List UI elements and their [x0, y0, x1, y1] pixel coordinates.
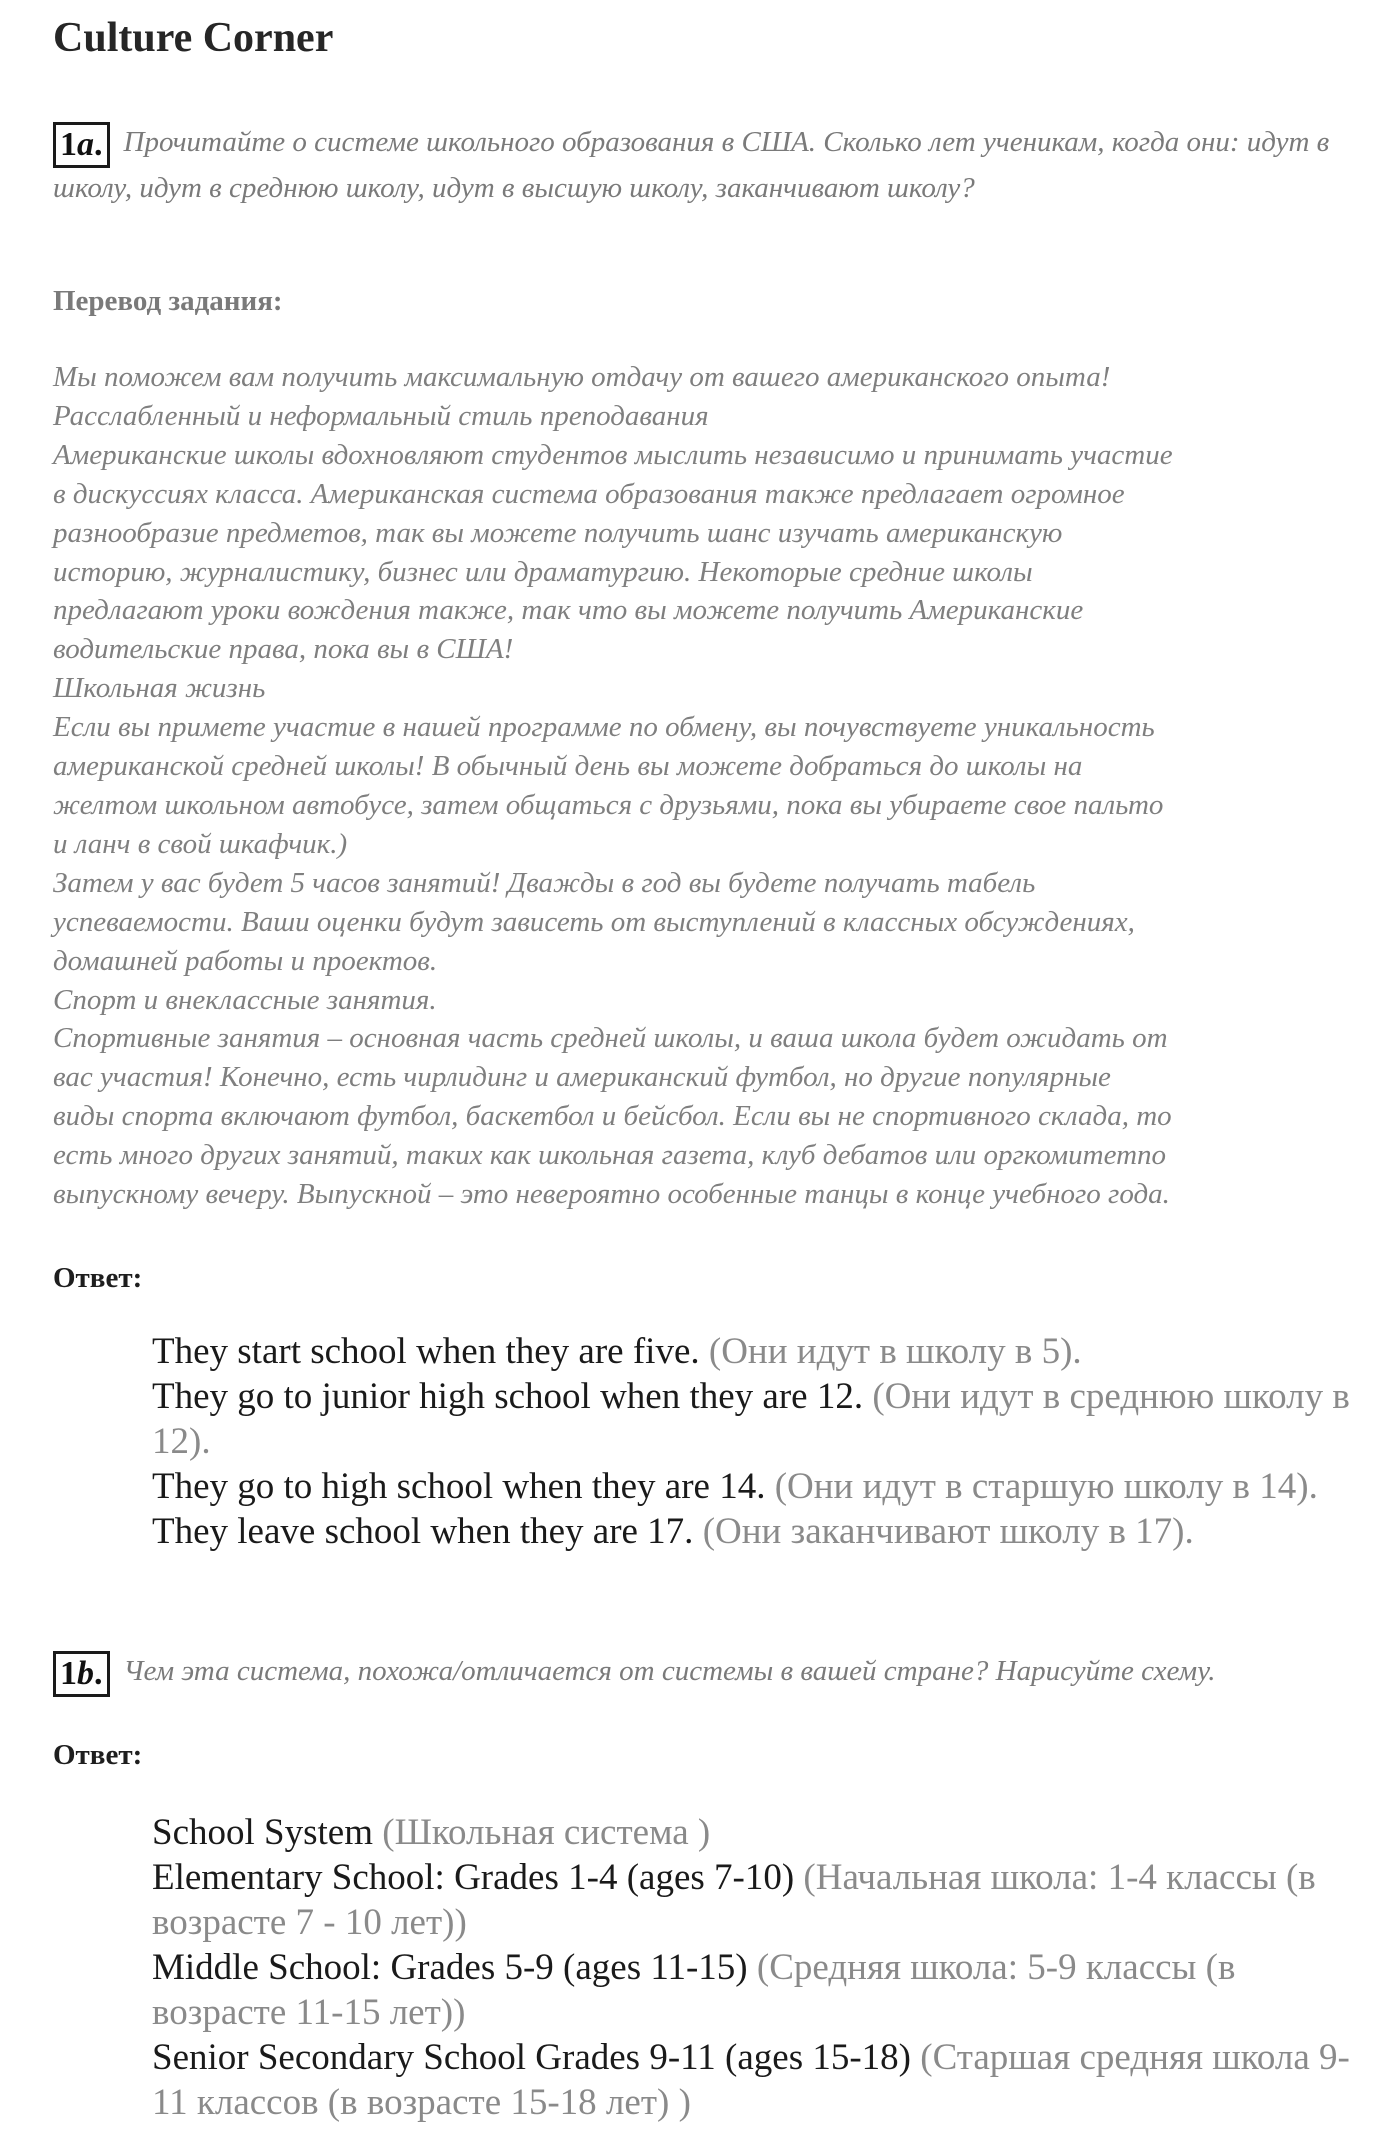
translation-line: Спорт и внеклассные занятия. [53, 983, 437, 1016]
translation-line: есть много других занятий, таких как школьная газета, клуб дебатов или оргкомитетпо [53, 1139, 1167, 1172]
answers-1a [152, 1329, 1372, 1554]
answer-russian: (Они идут в старшую школу в 14). [765, 1466, 1318, 1507]
task-1b-prompt: Чем эта система, похожа/отличается от системы в вашей стране? Нарисуйте схему. [123, 1655, 1216, 1687]
translation-text [53, 358, 1373, 1214]
translation-line: Школьная жизнь [53, 672, 266, 705]
answer-item [152, 1945, 1372, 2035]
answer-item [152, 1810, 1372, 1855]
answer-label-1a: Ответ: [53, 1262, 143, 1294]
translation-line: Расслабленный и неформальный стиль преподавания [53, 399, 709, 432]
answers-1b [152, 1810, 1372, 2125]
task-1a-prompt: Прочитайте о системе школьного образования в США. Сколько лет ученикам, когда они: идут в школу, идут в среднюю школу, идут в высшую школу, заканчивают школу? [53, 126, 1330, 204]
answer-english: They start school when they are five. [152, 1331, 700, 1372]
translation-line: виды спорта включают футбол, баскетбол и бейсбол. Если вы не спортивного склада, то [53, 1100, 1172, 1133]
answer-item [152, 1374, 1372, 1464]
answer-item [152, 1855, 1372, 1945]
translation-line: вас участия! Конечно, есть чирлидинг и американский футбол, но другие популярные [53, 1061, 1111, 1094]
answer-english: Middle School: Grades 5-9 (ages 11-15) [152, 1947, 748, 1988]
translation-line: в дискуссиях класса. Американская система образования также предлагает огромное [53, 477, 1125, 510]
translation-line: Если вы примете участие в нашей программе по обмену, вы почувствуете уникальность [53, 711, 1155, 744]
answer-english: They go to high school when they are 14. [152, 1466, 766, 1507]
task-1b-badge-letter: b [77, 1655, 94, 1692]
answer-russian: (Старшая средняя школа 9-11 классов (в возрасте 15-18 лет) ) [152, 2037, 1350, 2123]
answer-english: They go to junior high school when they are 12. [152, 1376, 864, 1417]
answer-english: School System [152, 1812, 373, 1853]
task-1a-badge-dot: . [94, 126, 103, 163]
answer-russian: (Средняя школа: 5-9 классы (в возрасте 11-15 лет)) [152, 1947, 1236, 2033]
translation-line: американской средней школы! В обычный день вы можете добраться до школы на [53, 750, 1083, 783]
answer-russian: (Они заканчивают школу в 17). [693, 1511, 1194, 1552]
task-1b-badge-number: 1 [60, 1655, 77, 1692]
translation-line: Затем у вас будет 5 часов занятий! Дважды в год вы будете получать табель [53, 866, 1036, 899]
task-1a-badge-number: 1 [60, 126, 77, 163]
translation-heading: Перевод задания: [53, 285, 283, 317]
task-1b-badge [53, 1651, 110, 1697]
translation-line: Мы поможем вам получить максимальную отдачу от вашего американского опыта! [53, 361, 1111, 393]
translation-line: водительские права, пока вы в США! [53, 633, 514, 666]
translation-line: домашней работы и проектов. [53, 944, 438, 977]
task-1a-badge [53, 122, 110, 168]
translation-line: успеваемости. Ваши оценки будут зависеть от выступлений в классных обсуждениях, [53, 905, 1135, 938]
task-1a-badge-letter: a [77, 126, 94, 163]
answer-item [152, 1509, 1372, 1554]
translation-line: Спортивные занятия – основная часть средней школы, и ваша школа будет ожидать от [53, 1022, 1168, 1055]
task-1a [53, 122, 1353, 208]
answer-item [152, 1464, 1372, 1509]
translation-line: разнообразие предметов, так вы можете получить шанс изучать американскую [53, 516, 1063, 549]
answer-english: They leave school when they are 17. [152, 1511, 694, 1552]
translation-line: Американские школы вдохновляют студентов мыслить независимо и принимать участие [53, 438, 1173, 471]
answer-item [152, 2035, 1372, 2125]
page-title: Culture Corner [53, 15, 334, 61]
translation-line: историю, журналистику, бизнес или драматургию. Некоторые средние школы [53, 555, 1033, 588]
task-1b-badge-dot: . [94, 1655, 103, 1692]
answer-russian: (Начальная школа: 1-4 классы (в возрасте 7 - 10 лет)) [152, 1857, 1316, 1943]
answer-english: Senior Secondary School Grades 9-11 (ages 15-18) [152, 2037, 911, 2078]
answer-english: Elementary School: Grades 1-4 (ages 7-10) [152, 1857, 795, 1898]
answer-russian: (Школьная система ) [373, 1812, 711, 1853]
task-1b [53, 1651, 1353, 1697]
answer-item [152, 1329, 1372, 1374]
answer-russian: (Они идут в школу в 5). [699, 1331, 1082, 1372]
translation-line: предлагают уроки вождения также, так что вы можете получить Американские [53, 594, 1084, 627]
answer-label-1b: Ответ: [53, 1739, 143, 1771]
translation-line: выпускному вечеру. Выпускной – это невероятно особенные танцы в конце учебного года. [53, 1178, 1170, 1211]
translation-line: желтом школьном автобусе, затем общаться с друзьями, пока вы убираете свое пальто [53, 788, 1164, 821]
answer-russian: (Они идут в среднюю школу в 12). [152, 1376, 1350, 1462]
translation-line: и ланч в свой шкафчик.) [53, 827, 348, 860]
